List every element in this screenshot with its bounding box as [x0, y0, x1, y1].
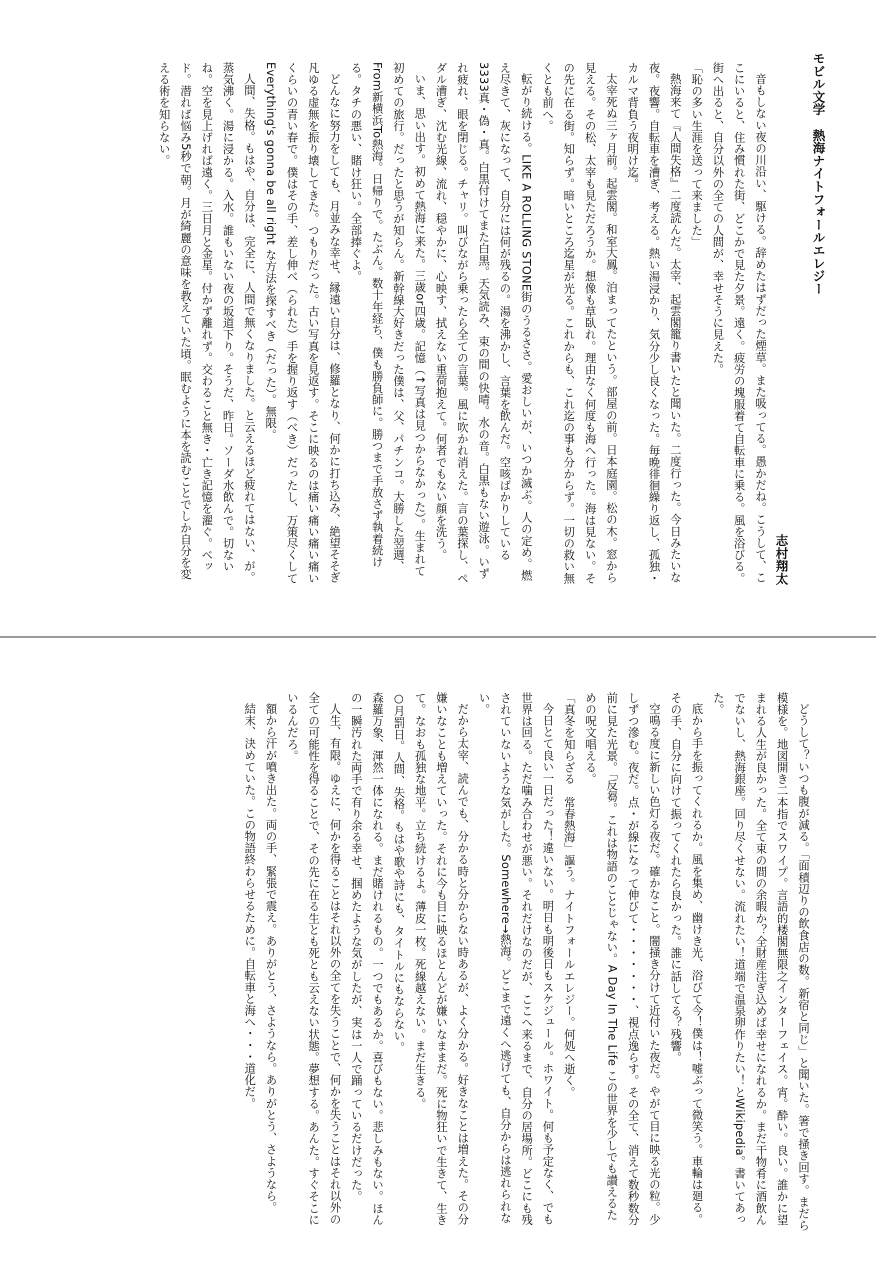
paragraph: 熱海来て『人間失格』二度読んだ。太宰、起雲閣籠り書いたと聞いた。二度行った。今日みたいな夜。夜響。自転車を漕ぎ、考える。熱い湯浸かり、気分少し良くなった。毎晩徘徊繰り返し、孤独・カルマ背負う夜明け迄。 [626, 62, 682, 584]
paragraph: 結末、決めていた。この物語終わらせるために。自転車と海へ・・・道化だ。 [243, 703, 257, 1110]
paragraph: いま、思い出す。初めて熱海に来た。三歳or四歳。記憶（↑写真は見つからなかった）。生まれて初めての旅行。だったと思うが知らん。新幹線大好きだった僕は、父、パチンコ。大勝した翌週、From新横浜To熱海。日帰りで。たぶん。数十年経ち、僕も勝負師に。勝つまで手放さず執着続ける。タチの悪い、賭け狂い。全部捧ぐよ。 [349, 62, 427, 577]
paragraph: どんなに努力をしても、月並みな幸せ、縁遠い自分は、修羅となり、何かに打ち込み、絶望そそぎ凡ゆる虚無を振り壊してきた。つもりだった。古い写真を見返す。そこに映るのは痛い痛い痛い痛いくらいの青い春で。僕はその手、差し伸べ（られた）手を握り返す（べき）だったし、万策尽くしてEverything's gonna be all right な方法を探すべき（だった）。無限。 [264, 62, 342, 584]
paragraph: 今日とて良い一日だった！違いない。明日も明後日もスケジュール。ホワイト。何も予定なく、でも世界は回る。ただ噛み合わせが悪い。それだけなのだが、ここへ来るまで、自分の居場所。どこにも残されていないような気がした。Somewhere→熱海。どこまで遠くへ逃げても、自分からは逃れられない。 [477, 692, 555, 1226]
paragraph: 森羅万象、渾然一体になれる。まだ賭けれるもの。一つでもあるか。喜びもない。悲しみもない。ほんの一瞬汚れた両手で有り余る幸せ、掴めたような気がしたが、実は一人で踊っているだけだった。 [349, 692, 385, 1226]
article-body-continued [74, 692, 814, 1232]
paragraph: 人生、有限。ゆえに、何かを得ることはそれ以外の全てを失うことで、何かを失うことはそれ以外の全ての可能性を得ることで、その先に在る生とも死とも云えない状態。夢想する。あんた。すぐそこにいるんだろ。 [285, 692, 342, 1226]
quote-paragraph: 「恥の多い生涯を送って来ました」 [690, 62, 704, 248]
paragraph: どうして？いつも腹が減る。「面積辺りの飲食店の数。新宿と同じ」と聞いた。箸で掻き回す。まだら模様を。地図開き二本指でスワイプ。言語的楼閣無限之インターフェイス。宵。酔い。良い。誰かに望まれる人生が良かった。全て束の間の余暇か？全財産注ぎ込めば幸せになれるか。まだ干物肴に酒飲んでないし、熱海銀座。回り尽くせない。流れたい！道端で温泉卵作りたい！とWikipedia。書いてあった。 [711, 692, 810, 1232]
paragraph: 額から汗が噴き出た。両の手、緊張で震え。ありがとう、さようなら。ありがとう、さようなら。 [264, 703, 278, 1214]
paragraph: 転がり続ける。LIKE A ROLLING STONE街のうるささ。愛おしいが、いつか滅ぶ。人の定め。燃え尽きて、灰になって、自分には何が残るの。湯を沸かし、言葉を飲んだ。空咳ばかりしている3333真・偽・真。白黒付けてまた白黒。天気読み、束の間の快晴。水の音。白黒もない遊泳。いずれ疲れ、眼を閉じる。チャリ。叫びながら乗ったら全ての言葉。風に吹かれ消えた。言の葉探し、ペダル漕ぎ、沈む光線、流れ、穏やかに、心映す、拭えない重荷抱えて。何者でもない顔を洗う。 [434, 62, 533, 584]
page-divider [0, 636, 876, 638]
paragraph: 太宰死ぬ三ヶ月前。起雲閣。和室大鳳。泊まってたという。部屋の前。日本庭園。松の木。窓から見える。その松、太宰も見ただろうか。想像も草臥れ。理由なく何度も海へ行った。海は見ない。その先に在る街。知らず。暗いところ迄星が光る。これからも、これ迄の事も分からず。一切の救い無くとも前へ。 [541, 62, 618, 584]
paragraph: だから太宰、読んでも、分かる時と分からない時あるが、よく分かる。好きなことは増えた。その分嫌いなことも増えていった。それに今も目に映るほとんどが嫌いなままだ。死に物狂いで生きて、生きて。なおも孤独な地平。立ち続けるよ。薄皮一枚。死線越えない。まだ生きる。 [413, 692, 470, 1226]
document-page-2 [0, 640, 876, 1276]
paragraph: 音もしない夜の川沿い、駆ける。辞めたはずだった煙草。また吸ってる。愚かだね。こうして、ここにいると、住み慣れた街、どこかで見た夕景。遠く。疲労の塊服着て自転車に乗る。風を浴びる。街へ出ると、自分以外の全ての人間が、幸せそうに見えた。 [711, 62, 767, 584]
quote-paragraph: 「真冬を知らざる 常春熱海」謳う。ナイトフォールエレジー。何処へ逝く。 [562, 692, 576, 1098]
paragraph: 人間、失格。もはや、自分は、完全に、人間で無くなりました。と云えるほど疲れてはない、が。蒸気沸く。湯に浸かる。入水。誰もいない夜の坂道下り。そうだ、昨日。ソーダ水飲んで。切ないね。空を見上げれば遠く。三日月と金星。付かず離れず。交わること無き・亡き記憶を濯ぐ。ベッド。潜れば悩み5秒で朝。月が綺麗の意味を教えていた頃。眠むように本を読むことでしか自分を変える術を知らない。 [157, 62, 256, 584]
article-body [91, 62, 771, 584]
paragraph: 底から手を振ってくれるか。風を集め、幽けき光、浴びて今！僕は！嘘ぶって微笑う。車輪は廻る。その手、自分に向けて振ってくれたら良かった。誰に話してる？残響。 [669, 692, 704, 1226]
document-page-1 [0, 0, 876, 636]
author-name: 志村翔太 [774, 533, 789, 585]
paragraph: 空鳴る度に新しい色灯る夜だ。確かなこと。闇掻き分けて近付いた夜だ。やがて目に映る光の粒。少しずつ滲む。夜だ。点・が線になって伸びて・・・・・・・、視点逸らす。その全て、消えて数秒数分前に見た光景。「反芻。これは物語のことじゃない。A Day In The Life この世界を少しでも讃えるための呪文唱える。 [584, 692, 661, 1226]
paragraph: ○月罰日。人間、失格。もはや歌や詩にも、タイトルにもならない。 [392, 692, 406, 1054]
article-title: モビル文学 熱海ナイトフォールエレジー [811, 52, 826, 296]
